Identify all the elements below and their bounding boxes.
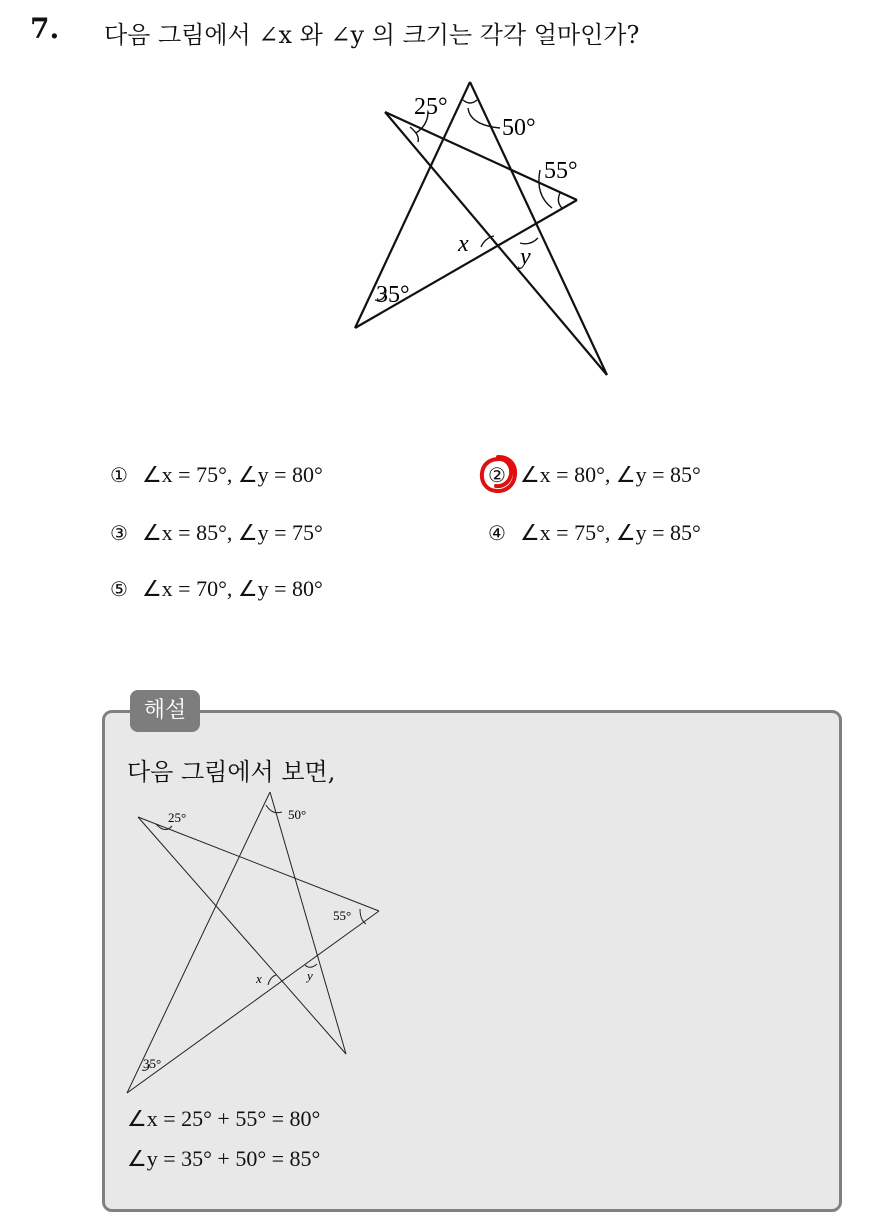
- label-35: 35°: [143, 1056, 162, 1071]
- choice-4[interactable]: [488, 520, 701, 546]
- choice-number: ②: [488, 463, 506, 487]
- angle-arc-25: [410, 127, 418, 142]
- angle-arc-y: [305, 964, 317, 967]
- figure-edge: [385, 112, 577, 200]
- choice-2[interactable]: [488, 462, 701, 488]
- figure-edge: [138, 817, 379, 911]
- choice-text: ∠x = 80°, ∠y = 85°: [519, 462, 701, 487]
- angle-arc-50: [463, 100, 477, 103]
- answer-circle-mark: [477, 453, 519, 495]
- figure-edge: [138, 817, 346, 1054]
- solution-tag: 해설: [130, 690, 200, 732]
- question-text: 다음 그림에서 ∠x 와 ∠y 의 크기는 각각 얼마인가?: [104, 21, 640, 49]
- choice-1[interactable]: [110, 462, 323, 488]
- label-x: x: [256, 971, 262, 986]
- label-25: 25°: [168, 810, 187, 825]
- choice-text: ∠x = 75°, ∠y = 80°: [141, 462, 323, 487]
- figure-edge: [127, 911, 379, 1093]
- angle-arc-y: [520, 238, 538, 244]
- figure-edge: [355, 200, 577, 328]
- solution-intro: 다음 그림에서 보면,: [127, 758, 336, 786]
- label-x: x: [458, 231, 469, 257]
- choice-text: ∠x = 85°, ∠y = 75°: [141, 520, 323, 545]
- angle-arc-55: [360, 909, 366, 924]
- question-number: 7.: [30, 12, 60, 45]
- choice-text: ∠x = 75°, ∠y = 85°: [519, 520, 701, 545]
- choice-number: ③: [110, 521, 128, 545]
- label-y: y: [307, 968, 313, 983]
- figure-edge: [270, 792, 346, 1054]
- choice-number: ①: [110, 463, 128, 487]
- angle-arc-55: [558, 193, 562, 208]
- star-figure: [340, 70, 620, 390]
- angle-arc-x: [268, 975, 276, 985]
- label-50: 50°: [502, 115, 536, 141]
- label-50: 50°: [288, 807, 307, 822]
- choice-number: ⑤: [110, 577, 128, 601]
- label-55: 55°: [544, 158, 578, 184]
- choice-3[interactable]: [110, 520, 323, 546]
- label-y: y: [520, 244, 531, 270]
- label-55: 55°: [333, 908, 352, 923]
- figure-edge: [385, 112, 607, 375]
- choice-5[interactable]: [110, 576, 323, 602]
- figure-edge: [355, 82, 470, 328]
- solution-line-y: ∠y = 35° + 50° = 85°: [127, 1146, 321, 1171]
- solution-star-figure: [120, 787, 390, 1097]
- solution-line-x: ∠x = 25° + 55° = 80°: [127, 1106, 321, 1131]
- choice-number: ④: [488, 521, 506, 545]
- label-35: 35°: [376, 282, 410, 308]
- label-25: 25°: [414, 94, 448, 120]
- choice-text: ∠x = 70°, ∠y = 80°: [141, 576, 323, 601]
